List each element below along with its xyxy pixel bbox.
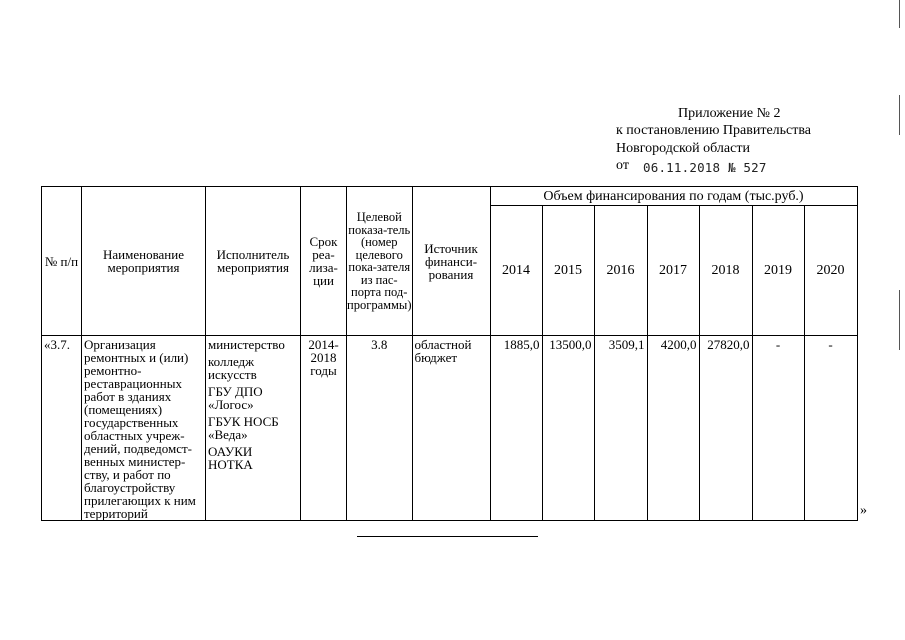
date-number-stamp: 06.11.2018 № 527: [643, 160, 767, 175]
col-header-name: Наименование мероприятия: [82, 187, 206, 336]
executor-line: ОАУКИ НОТКА: [208, 444, 253, 472]
col-header-year-2014: 2014: [490, 206, 542, 336]
appendix-subtitle-line-2: Новгородской области: [616, 141, 750, 156]
cell-target: 3.8: [347, 336, 413, 521]
cell-name: Организация ремонтных и (или) ремонтно-реставрационных работ в зданиях (помещениях) государственных областных учреж-дений, подведомст-венных министер-ству, и работ по благоустройству прилегающих к ним территорий: [82, 336, 206, 521]
funding-table: [41, 186, 858, 521]
cell-source: областной бюджет: [412, 336, 490, 521]
cell-num: «3.7.: [42, 336, 82, 521]
date-prefix: от: [616, 158, 629, 173]
cell-value-2015: 13500,0: [542, 336, 594, 521]
cell-term: 2014-2018 годы: [301, 336, 347, 521]
cell-value-2020: -: [804, 336, 857, 521]
col-header-term: Срок реа-лиза-ции: [301, 187, 347, 336]
appendix-title: Приложение № 2: [678, 106, 781, 121]
col-header-year-2015: 2015: [542, 206, 594, 336]
col-header-executor: Исполнитель мероприятия: [206, 187, 301, 336]
col-header-year-2018: 2018: [699, 206, 752, 336]
cell-value-2014: 1885,0: [490, 336, 542, 521]
col-header-funding-group: Объем финансирования по годам (тыс.руб.): [490, 187, 857, 206]
cell-value-2016: 3509,1: [594, 336, 647, 521]
executor-line: ГБУ ДПО «Логос»: [208, 384, 263, 412]
cell-executor: [206, 336, 301, 521]
cell-value-2019: -: [752, 336, 804, 521]
col-header-source: Источник финанси-рования: [412, 187, 490, 336]
col-header-target-text: Целевой показа-тель (номер целевого пока-зателя из пас-порта под-программы): [347, 210, 412, 312]
col-header-target: [347, 187, 413, 336]
executor-line: министерство: [208, 337, 285, 352]
col-header-num: № п/п: [42, 187, 82, 336]
table-row: [42, 336, 858, 521]
scan-edge-mark: [899, 0, 901, 640]
col-header-year-2016: 2016: [594, 206, 647, 336]
cell-value-2018: 27820,0: [699, 336, 752, 521]
document-header: [0, 0, 905, 200]
col-header-year-2017: 2017: [647, 206, 699, 336]
executor-line: колледж искусств: [208, 354, 257, 382]
executor-line: ГБУК НОСБ «Веда»: [208, 414, 279, 442]
separator-line: [357, 536, 538, 537]
closing-quote: »: [860, 503, 867, 518]
appendix-subtitle-line-1: к постановлению Правительства: [616, 123, 812, 138]
col-header-year-2019: 2019: [752, 206, 804, 336]
cell-value-2017: 4200,0: [647, 336, 699, 521]
col-header-year-2020: 2020: [804, 206, 857, 336]
